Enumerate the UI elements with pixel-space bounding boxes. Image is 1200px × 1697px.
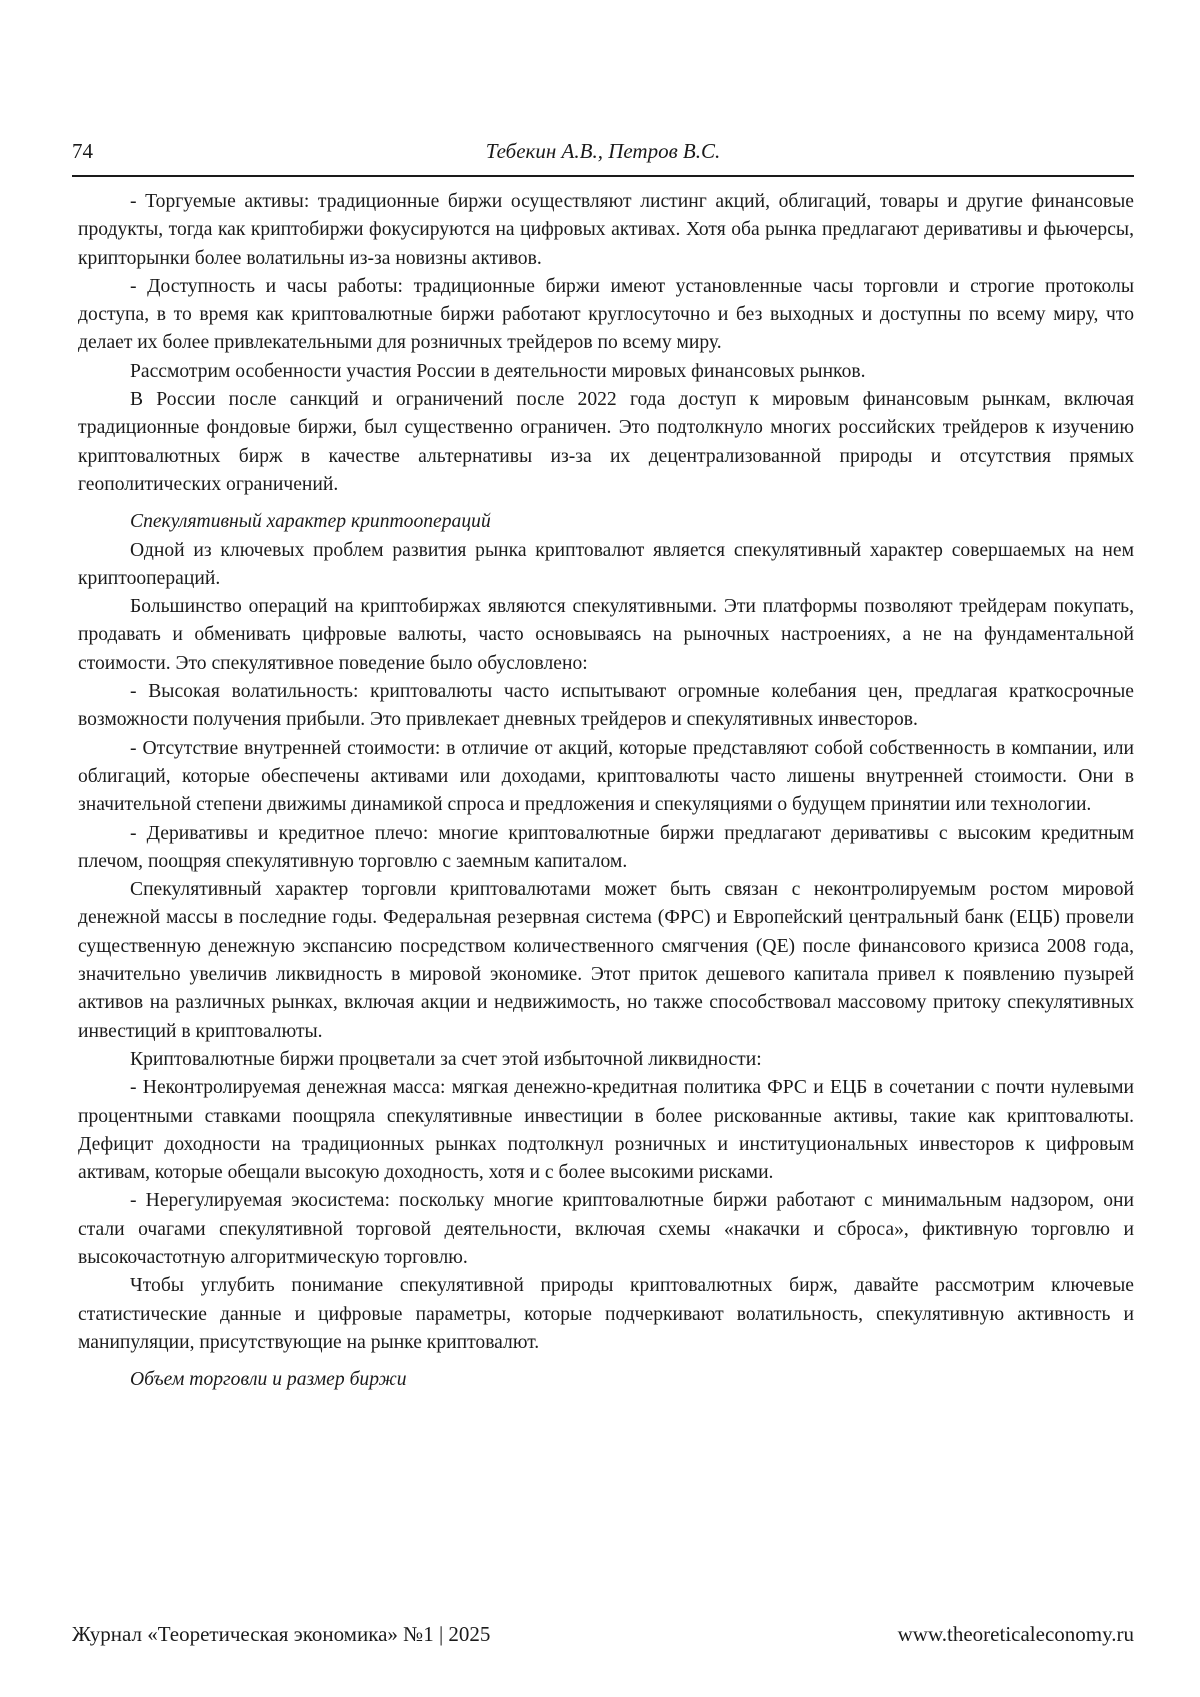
paragraph: - Неконтролируемая денежная масса: мягкая денежно-кредитная политика ФРС и ЕЦБ в сочетании с почти нулевыми процентными ставками поощряла спекулятивные инвестиции в более рискованные активы, такие как криптовалюты. Дефицит доходности на традиционных рынках подтолкнул розничных и институциональных инвесторов к цифровым активам, которые обещали высокую доходность, хотя и с более высокими рисками. bbox=[78, 1074, 1134, 1187]
paragraph: Большинство операций на криптобиржах являются спекулятивными. Эти платформы позволяют трейдерам покупать, продавать и обменивать цифровые валюты, часто основываясь на рыночных настроениях, а не на фундаментальной стоимости. Это спекулятивное поведение было обусловлено: bbox=[78, 593, 1134, 678]
paragraph: В России после санкций и ограничений после 2022 года доступ к мировым финансовым рынкам, включая традиционные фондовые биржи, был существенно ограничен. Это подтолкнуло многих российских трейдеров к изучению криптовалютных бирж в качестве альтернативы из-за их децентрализованной природы и отсутствия прямых геополитических ограничений. bbox=[78, 386, 1134, 499]
paragraph: Чтобы углубить понимание спекулятивной природы криптовалютных бирж, давайте рассмотрим ключевые статистические данные и цифровые параметры, которые подчеркивают волатильность, спекулятивную активность и манипуляции, присутствующие на рынке криптовалют. bbox=[78, 1272, 1134, 1357]
paragraph: Одной из ключевых проблем развития рынка криптовалют является спекулятивный характер совершаемых на нем криптоопераций. bbox=[78, 537, 1134, 594]
paragraph: - Деривативы и кредитное плечо: многие криптовалютные биржи предлагают деривативы с высоким кредитным плечом, поощряя спекулятивную торговлю с заемным капиталом. bbox=[78, 820, 1134, 877]
paragraph: - Торгуемые активы: традиционные биржи осуществляют листинг акций, облигаций, товары и другие финансовые продукты, тогда как криптобиржи фокусируются на цифровых активах. Хотя оба рынка предлагают деривативы и фьючерсы, крипторынки более волатильны из-за новизны активов. bbox=[78, 188, 1134, 273]
article-body bbox=[78, 188, 1134, 1394]
journal-name: Журнал «Теоретическая экономика» №1 | 2025 bbox=[72, 1622, 490, 1647]
journal-website: www.theoreticaleconomy.ru bbox=[898, 1622, 1134, 1647]
page-header bbox=[72, 133, 1134, 177]
paragraph: - Нерегулируемая экосистема: поскольку многие криптовалютные биржи работают с минимальным надзором, они стали очагами спекулятивной торговой деятельности, включая схемы «накачки и сброса», фиктивную торговлю и высокочастотную алгоритмическую торговлю. bbox=[78, 1187, 1134, 1272]
paragraph: - Отсутствие внутренней стоимости: в отличие от акций, которые представляют собой собственность в компании, или облигаций, которые обеспечены активами или доходами, криптовалюты часто лишены внутренней стоимости. Они в значительной степени движимы динамикой спроса и предложения и спекуляциями о будущем принятии или технологии. bbox=[78, 735, 1134, 820]
paragraph: Криптовалютные биржи процветали за счет этой избыточной ликвидности: bbox=[78, 1046, 1134, 1074]
section-subheading: Спекулятивный характер криптоопераций bbox=[78, 508, 1134, 536]
section-subheading: Объем торговли и размер биржи bbox=[78, 1366, 1134, 1394]
paragraph: - Высокая волатильность: криптовалюты часто испытывают огромные колебания цен, предлагая краткосрочные возможности получения прибыли. Это привлекает дневных трейдеров и спекулятивных инвесторов. bbox=[78, 678, 1134, 735]
paragraph: - Доступность и часы работы: традиционные биржи имеют установленные часы торговли и строгие протоколы доступа, в то время как криптовалютные биржи работают круглосуточно и без выходных и доступны по всему миру, что делает их более привлекательными для розничных трейдеров по всему миру. bbox=[78, 273, 1134, 358]
paragraph: Спекулятивный характер торговли криптовалютами может быть связан с неконтролируемым ростом мировой денежной массы в последние годы. Федеральная резервная система (ФРС) и Европейский центральный банк (ЕЦБ) провели существенную денежную экспансию посредством количественного смягчения (QE) после финансового кризиса 2008 года, значительно увеличив ликвидность в мировой экономике. Этот приток дешевого капитала привел к появлению пузырей активов на различных рынках, включая акции и недвижимость, но также способствовал массовому притоку спекулятивных инвестиций в криптовалюты. bbox=[78, 876, 1134, 1046]
paragraph: Рассмотрим особенности участия России в деятельности мировых финансовых рынков. bbox=[78, 358, 1134, 386]
running-head-authors: Тебекин А.В., Петров В.С. bbox=[72, 139, 1134, 164]
page-number: 74 bbox=[72, 139, 93, 164]
